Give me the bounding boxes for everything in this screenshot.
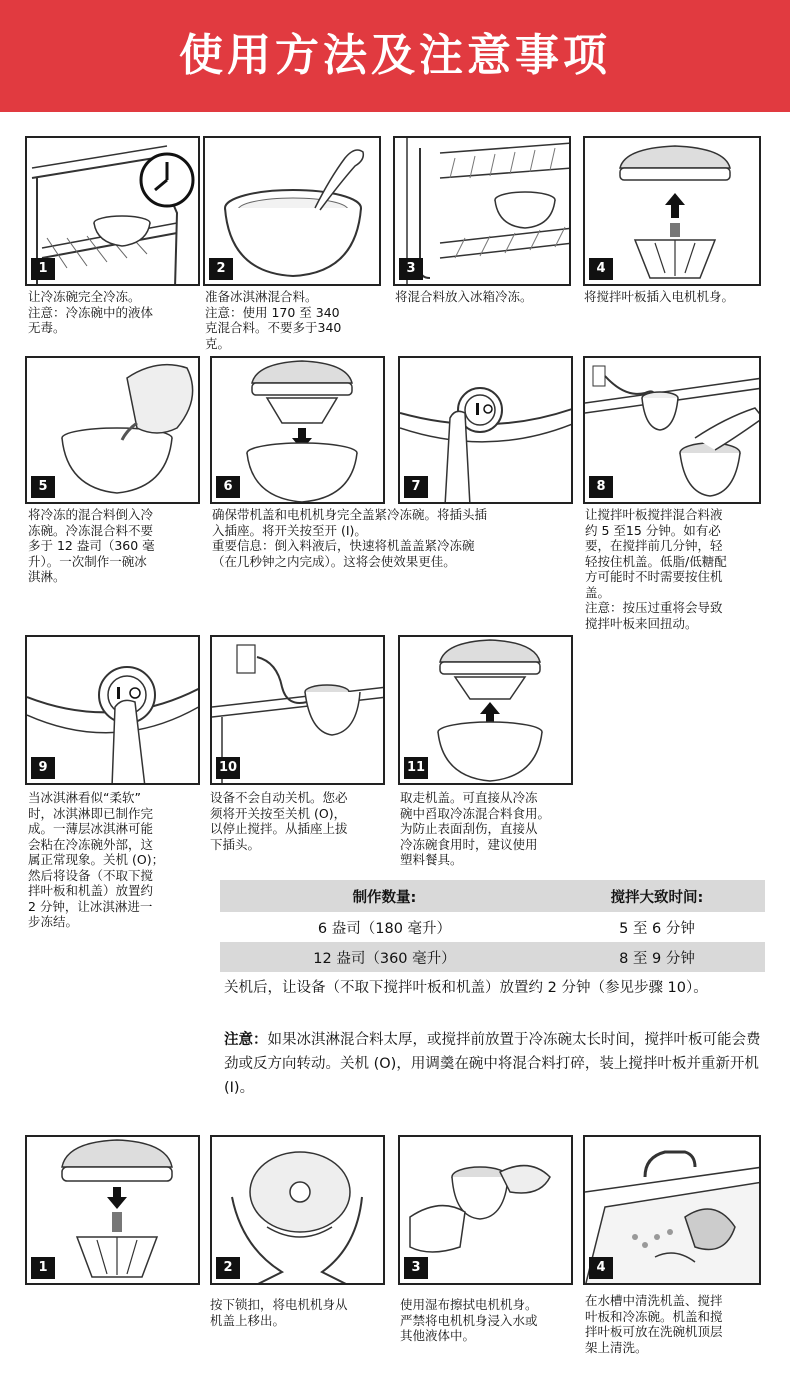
clean-4-illustration [583, 1135, 761, 1285]
step-number: 4 [589, 258, 613, 280]
step-5-illustration [25, 356, 200, 504]
note-paragraph [224, 1028, 769, 1100]
mixing-time-table [220, 880, 765, 972]
table-header: 搅拌大致时间: [549, 880, 765, 912]
step-1-caption: 让冷冻碗完全冷冻。 注意：冷冻碗中的液体 无毒。 [28, 289, 154, 335]
note-text: 如果冰淇淋混合料太厚，或搅拌前放置于冷冻碗太长时间，搅拌叶板可能会费劲或反方向转动。关机 (O)，用调羹在碗中将混合料打碎，装上搅拌叶板并重新开机 (I)。 [224, 1032, 761, 1096]
step-number: 7 [404, 476, 428, 498]
page-title: 使用方法及注意事项 [179, 30, 611, 81]
step-number: 9 [31, 757, 55, 779]
step-number: 8 [589, 476, 613, 498]
clean-3-caption: 使用湿布擦拭电机机身。 严禁将电机机身浸入水或 其他液体中。 [400, 1297, 538, 1343]
step-number: 3 [399, 258, 423, 280]
step-10-illustration [210, 635, 385, 785]
step-number: 11 [404, 757, 428, 779]
step-number: 2 [216, 1257, 240, 1279]
clean-2-illustration [210, 1135, 385, 1285]
step-6-caption: 确保带机盖和电机机身完全盖紧冷冻碗。将插头插 入插座。将开关按至开 (I)。 重要信息：倒入料液后，快速将机盖盖紧冷冻碗 （在几秒钟之内完成）。这将会使效果更佳。 [212, 507, 488, 569]
clean-1-illustration [25, 1135, 200, 1285]
step-2-caption: 准备冰淇淋混合料。 注意：使用 170 至 340 克混合料。不要多于340 克。 [205, 289, 342, 351]
clean-3-illustration [398, 1135, 573, 1285]
table-cell: 6 盎司（180 毫升） [220, 912, 549, 942]
step-3-illustration [393, 136, 571, 286]
header-banner [0, 0, 790, 112]
table-row [220, 912, 765, 942]
table-header: 制作数量: [220, 880, 549, 912]
note-label: 注意： [224, 1032, 268, 1048]
step-number: 1 [31, 1257, 55, 1279]
step-11-illustration [398, 635, 573, 785]
clean-4-caption: 在水槽中清洗机盖、搅拌 叶板和冷冻碗。机盖和搅 拌叶板可放在洗碗机顶层 架上清洗。 [585, 1293, 723, 1355]
table-header-row [220, 880, 765, 912]
step-number: 3 [404, 1257, 428, 1279]
step-number: 6 [216, 476, 240, 498]
table-row [220, 942, 765, 972]
step-5-caption: 将冷冻的混合料倒入冷 冻碗。冷冻混合料不要 多于 12 盎司（360 毫 升）。一次制作一碗冰 淇淋。 [28, 507, 155, 584]
step-4-caption: 将搅拌叶板插入电机机身。 [584, 289, 735, 304]
table-cell: 8 至 9 分钟 [549, 942, 765, 972]
step-10-caption: 设备不会自动关机。您必 须将开关按至关机 (O)， 以停止搅拌。从插座上拔 下插头。 [210, 790, 348, 852]
step-8-caption: 让搅拌叶板搅拌混合料液 约 5 至15 分钟。如有必 要，在搅拌前几分钟，轻 轻按住机盖。低脂/低糖配 方可能时不时需要按住机 盖。 注意：按压过重将会导致 搅拌叶板来回扭动。 [585, 507, 727, 631]
step-number: 10 [216, 757, 240, 779]
step-3-caption: 将混合料放入冰箱冷冻。 [395, 289, 533, 304]
table-cell: 12 盎司（360 毫升） [220, 942, 549, 972]
step-1-illustration [25, 136, 200, 286]
step-number: 4 [589, 1257, 613, 1279]
clean-2-caption: 按下锁扣，将电机机身从 机盖上移出。 [210, 1297, 348, 1328]
step-2-illustration [203, 136, 381, 286]
step-11-caption: 取走机盖。可直接从冷冻 碗中舀取冷冻混合料食用。 为防止表面刮伤，直接从 冷冻碗食用时，建议使用 塑料餐具。 [400, 790, 551, 867]
step-4-illustration [583, 136, 761, 286]
after-shutdown-text: 关机后，让设备（不取下搅拌叶板和机盖）放置约 2 分钟（参见步骤 10）。 [224, 980, 708, 996]
step-6-illustration [210, 356, 385, 504]
step-7-illustration [398, 356, 573, 504]
step-8-illustration [583, 356, 761, 504]
step-9-illustration [25, 635, 200, 785]
step-number: 2 [209, 258, 233, 280]
table-cell: 5 至 6 分钟 [549, 912, 765, 942]
step-number: 1 [31, 258, 55, 280]
step-number: 5 [31, 476, 55, 498]
step-9-caption: 当冰淇淋看似“柔软” 时，冰淇淋即已制作完 成。一薄层冰淇淋可能 会粘在冷冻碗外部，这 属正常现象。关机 (O)； 然后将设备（不取下搅 拌叶板和机盖）放置约 2 分钟，让冰淇淋进一 步冻结。 [28, 790, 165, 929]
